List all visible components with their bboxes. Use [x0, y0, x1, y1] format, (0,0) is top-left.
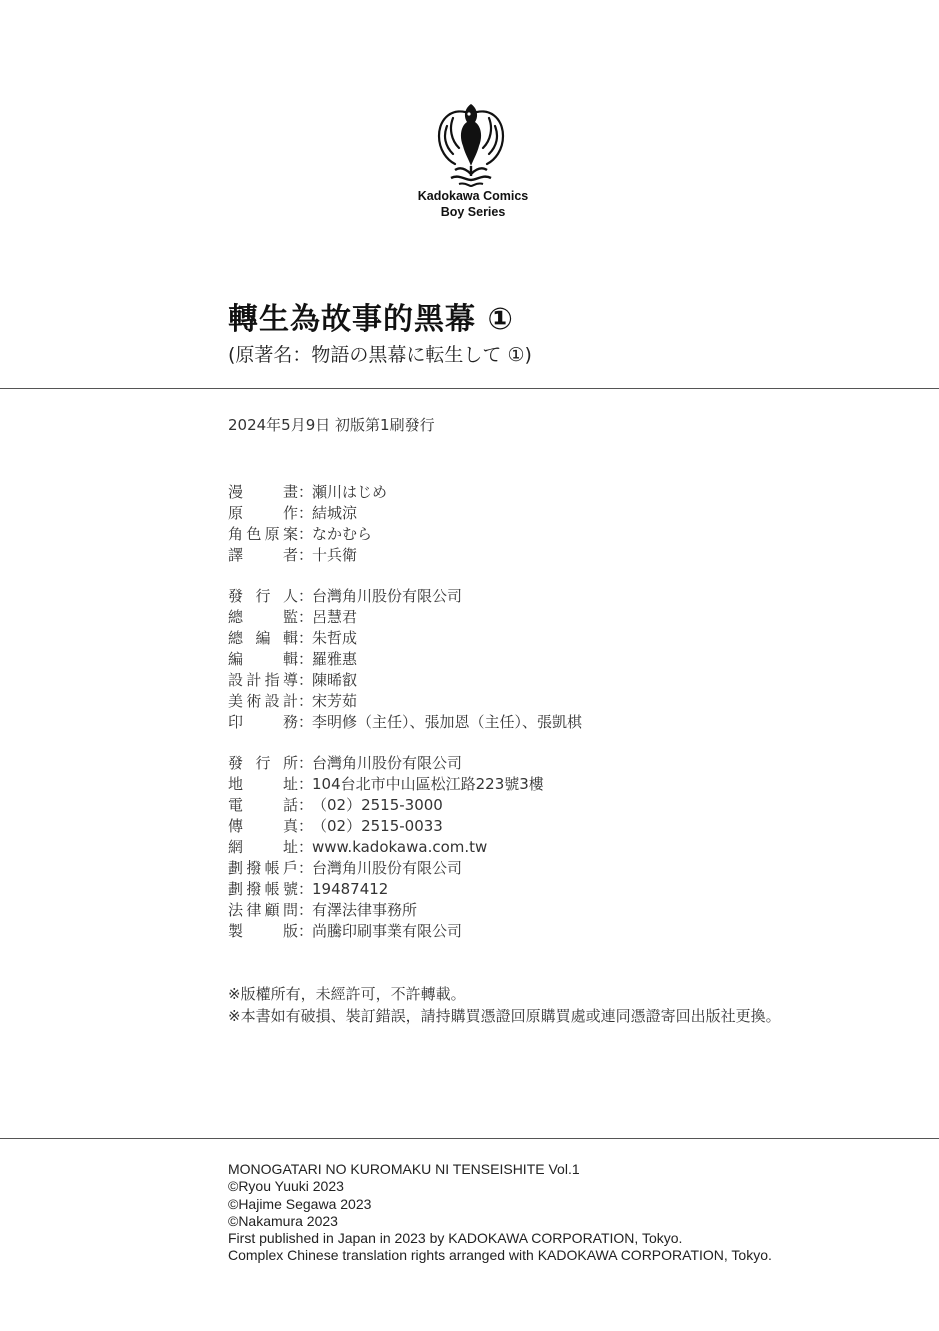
credit-value: 十兵衛: [312, 546, 358, 564]
credit-colon: ：: [298, 922, 314, 940]
credit-label: 角 色 原 案: [228, 525, 298, 543]
credit-value: 李明修（主任）、張加恩（主任）、張凱棋: [312, 713, 583, 731]
notice-line-2: ※本書如有破損、裝訂錯誤，請持購買憑證回原購買處或連同憑證寄回出版社更換。: [228, 1007, 781, 1025]
credit-colon: ：: [298, 504, 314, 522]
credit-value: 羅雅惠: [312, 650, 358, 668]
copyright-line-2: ©Ryou Yuuki 2023: [228, 1178, 344, 1195]
credit-label: 製 版: [228, 922, 298, 940]
credit-row: [228, 858, 544, 879]
credit-row: [228, 753, 544, 774]
english-copyright: [228, 1161, 772, 1265]
credit-colon: ：: [298, 525, 314, 543]
credit-row: [228, 649, 582, 670]
credit-colon: ：: [298, 650, 314, 668]
top-divider: [0, 388, 939, 389]
credit-label: 劃 撥 帳 號: [228, 880, 298, 898]
credit-value: 結城涼: [312, 504, 358, 522]
credit-label: 地 址: [228, 775, 298, 793]
copyright-line-3: ©Hajime Segawa 2023: [228, 1195, 372, 1212]
book-title: 轉生為故事的黑幕 ①: [228, 302, 514, 337]
credit-row: [228, 837, 544, 858]
credit-value: 104台北市中山區松江路223號3樓: [312, 775, 544, 793]
credit-colon: ：: [298, 483, 314, 501]
credit-colon: ：: [298, 838, 314, 856]
notice-line-1: ※版權所有，未經許可，不許轉載。: [228, 985, 466, 1003]
credit-label: 印 務: [228, 713, 298, 731]
credit-colon: ：: [298, 880, 314, 898]
credit-label: 劃 撥 帳 戶: [228, 859, 298, 877]
credit-value: 陳晞叡: [312, 671, 358, 689]
credit-colon: ：: [298, 692, 314, 710]
credit-colon: ：: [298, 796, 314, 814]
creator-credits: [228, 482, 387, 566]
credit-colon: ：: [298, 671, 314, 689]
credit-colon: ：: [298, 608, 314, 626]
credit-value: 宋芳茹: [312, 692, 358, 710]
credit-colon: ：: [298, 859, 314, 877]
credit-value: 朱哲成: [312, 629, 358, 647]
credit-row: [228, 607, 582, 628]
credit-row: [228, 900, 544, 921]
imprint-line-2: Boy Series: [440, 205, 506, 219]
credit-value: 台灣角川股份有限公司: [312, 587, 463, 605]
credit-row: [228, 774, 544, 795]
imprint-label: [380, 188, 566, 220]
copyright-line-5: First published in Japan in 2023 by KADOKAWA CORPORATION, Tokyo.: [228, 1230, 683, 1247]
credit-colon: ：: [298, 817, 314, 835]
credit-value: （02）2515-0033: [312, 817, 443, 835]
credit-value: 19487412: [312, 880, 389, 898]
credit-row: [228, 628, 582, 649]
credit-colon: ：: [298, 901, 314, 919]
credit-colon: ：: [298, 546, 314, 564]
credit-value: www.kadokawa.com.tw: [312, 838, 488, 856]
credit-row: [228, 545, 387, 566]
credit-label: 總 監: [228, 608, 298, 626]
credit-row: [228, 921, 544, 942]
credit-label: 發 行 人: [228, 587, 298, 605]
credit-colon: ：: [298, 713, 314, 731]
copyright-notices: [228, 983, 781, 1027]
credit-label: 漫 畫: [228, 483, 298, 501]
credit-value: 台灣角川股份有限公司: [312, 859, 463, 877]
credit-value: なかむら: [312, 525, 373, 543]
phoenix-logo-icon: [433, 100, 509, 190]
credit-row: [228, 586, 582, 607]
credit-value: 台灣角川股份有限公司: [312, 754, 463, 772]
credit-colon: ：: [298, 754, 314, 772]
credit-row: [228, 482, 387, 503]
publish-date: 2024年5月9日 初版第1刷發行: [228, 416, 435, 434]
staff-credits: [228, 586, 582, 733]
credit-row: [228, 879, 544, 900]
credit-value: 瀬川はじめ: [312, 483, 388, 501]
credit-label: 原 作: [228, 504, 298, 522]
publisher-info: [228, 753, 544, 942]
credit-label: 編 輯: [228, 650, 298, 668]
credit-value: （02）2515-3000: [312, 796, 443, 814]
credit-label: 譯 者: [228, 546, 298, 564]
copyright-line-1: MONOGATARI NO KUROMAKU NI TENSEISHITE Vol.1: [228, 1161, 580, 1177]
original-title: (原著名：物語の黒幕に転生して ①): [228, 344, 532, 366]
credit-colon: ：: [298, 629, 314, 647]
credit-row: [228, 524, 387, 545]
credit-row: [228, 712, 582, 733]
credit-row: [228, 503, 387, 524]
credit-label: 電 話: [228, 796, 298, 814]
credit-row: [228, 795, 544, 816]
credit-label: 設 計 指 導: [228, 671, 298, 689]
credit-label: 網 址: [228, 838, 298, 856]
imprint-line-1: Kadokawa Comics: [417, 189, 529, 203]
copyright-line-6: Complex Chinese translation rights arranged with KADOKAWA CORPORATION, Tokyo.: [228, 1247, 772, 1264]
credit-row: [228, 670, 582, 691]
credit-colon: ：: [298, 775, 314, 793]
credit-row: [228, 816, 544, 837]
credit-label: 法 律 顧 問: [228, 901, 298, 919]
credit-label: 美 術 設 計: [228, 692, 298, 710]
bottom-divider: [0, 1138, 939, 1139]
copyright-line-4: ©Nakamura 2023: [228, 1212, 338, 1229]
credit-label: 總 編 輯: [228, 629, 298, 647]
credit-label: 發 行 所: [228, 754, 298, 772]
credit-value: 有澤法律事務所: [312, 901, 418, 919]
credit-value: 尚騰印刷事業有限公司: [312, 922, 463, 940]
credit-colon: ：: [298, 587, 314, 605]
credit-row: [228, 691, 582, 712]
credit-label: 傳 真: [228, 817, 298, 835]
credit-value: 呂慧君: [312, 608, 358, 626]
